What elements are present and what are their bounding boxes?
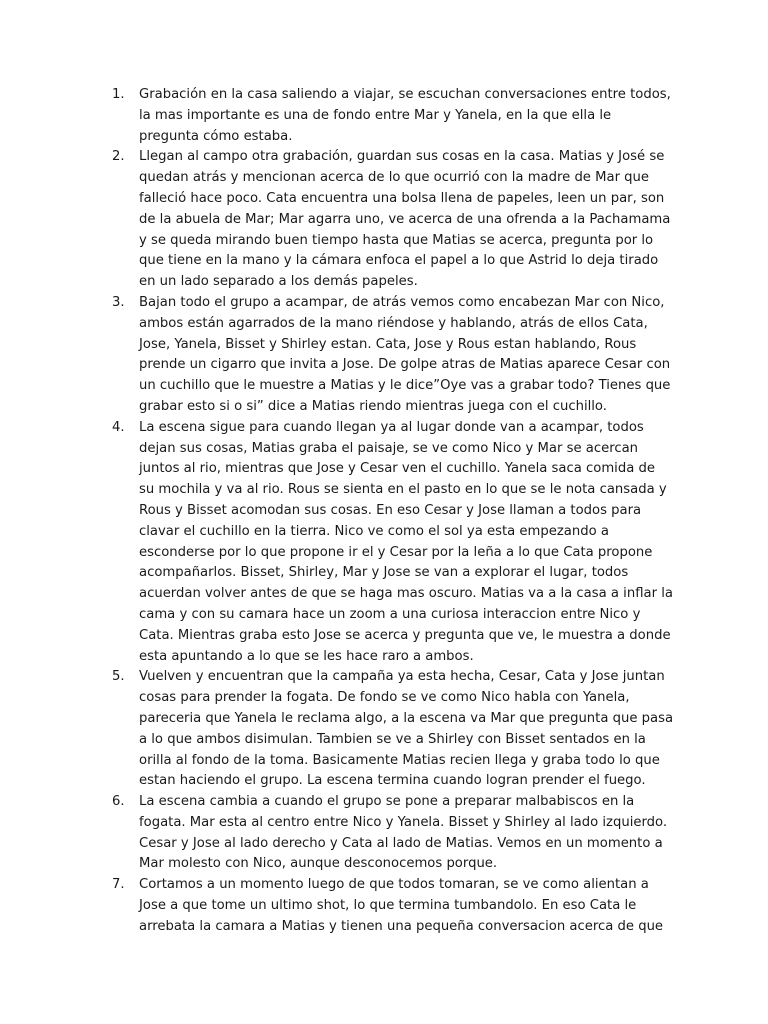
list-item	[112, 85, 674, 147]
item-number: 6.	[112, 794, 125, 810]
list-item	[112, 792, 674, 875]
list-item	[112, 293, 674, 418]
item-number: 1.	[112, 87, 125, 102]
item-text: Bajan todo el grupo a acampar, de atrás vemos como encabezan Mar con Nico, ambos están agarrados de la mano riéndose y hablando, atrás de ellos Cata, Jose, Yanela, Bisset y Shirley estan. Cata, Jose y Rous estan hablando, Rous prende un cigarro que invita a Jose. De golpe atras de Matias aparece Cesar con un cuchillo que le muestre a Matias y le dice”Oye vas a grabar todo? Tienes que grabar esto si o si” dice a Matias riendo mientras juega con el cuchillo.	[139, 294, 671, 414]
list-item	[112, 667, 674, 792]
item-number: 3.	[112, 294, 125, 310]
item-number: 5.	[112, 669, 125, 685]
item-text: La escena sigue para cuando llegan ya al lugar donde van a acampar, todos dejan sus cosas, Matias graba el paisaje, se ve como Nico y Mar se acercan juntos al rio, mientras que Jose y Cesar ven el cuchillo. Yanela saca comida de su mochila y va al rio. Rous se sienta en el pasto en lo que se le nota cansada y Rous y Bisset acomodan sus cosas. En eso Cesar y Jose llaman a todos para clavar el cuchillo en la tierra. Nico ve como el sol ya esta empezando a esconderse por lo que propone ir el y Cesar por la leña a lo que Cata propone acompañarlos. Bisset, Shirley, Mar y Jose se van a explorar el lugar, todos acuerdan volver antes de que se haga mas oscuro. Matias va a la casa a inflar la cama y con su camara hace un zoom a una curiosa interaccion entre Nico y Cata. Mientras graba esto Jose se acerca y pregunta que ve, le muestra a donde esta apuntando a lo que se les hace raro a ambos.	[139, 419, 673, 664]
item-number: 7.	[112, 877, 125, 893]
item-number: 2.	[112, 149, 125, 165]
list-item	[112, 147, 674, 293]
scene-list	[112, 85, 674, 938]
item-number: 4.	[112, 419, 125, 435]
item-text: Llegan al campo otra grabación, guardan sus cosas en la casa. Matias y José se quedan atrás y mencionan acerca de lo que ocurrió con la madre de Mar que falleció hace poco. Cata encuentra una bolsa llena de papeles, leen un par, son de la abuela de Mar; Mar agarra uno, ve acerca de una ofrenda a la Pachamama y se queda mirando buen tiempo hasta que Matias se acerca, pregunta por lo que tiene en la mano y la cámara enfoca el papel a lo que Astrid lo deja tirado en un lado separado a los demás papeles.	[139, 149, 671, 290]
list-item	[112, 875, 674, 937]
item-text: Cortamos a un momento luego de que todos tomaran, se ve como alientan a Jose a que tome un ultimo shot, lo que termina tumbandolo. En eso Cata le arrebata la camara a Matias y tienen una pequeña conversacion acerca de que	[139, 877, 664, 934]
list-item	[112, 418, 674, 668]
item-text: Grabación en la casa saliendo a viajar, se escuchan conversaciones entre todos, la mas importante es una de fondo entre Mar y Yanela, en la que ella le pregunta cómo estaba.	[139, 87, 671, 144]
item-text: Vuelven y encuentran que la campaña ya esta hecha, Cesar, Cata y Jose juntan cosas para prender la fogata. De fondo se ve como Nico habla con Yanela, pareceria que Yanela le reclama algo, a la escena va Mar que pregunta que pasa a lo que ambos disimulan. Tambien se ve a Shirley con Bisset sentados en la orilla al fondo de la toma. Basicamente Matias recien llega y graba todo lo que estan haciendo el grupo. La escena termina cuando logran prender el fuego.	[139, 669, 674, 789]
item-text: La escena cambia a cuando el grupo se pone a preparar malbabiscos en la fogata. Mar esta al centro entre Nico y Yanela. Bisset y Shirley al lado izquierdo. Cesar y Jose al lado derecho y Cata al lado de Matias. Vemos en un momento a Mar molesto con Nico, aunque desconocemos porque.	[139, 794, 668, 872]
